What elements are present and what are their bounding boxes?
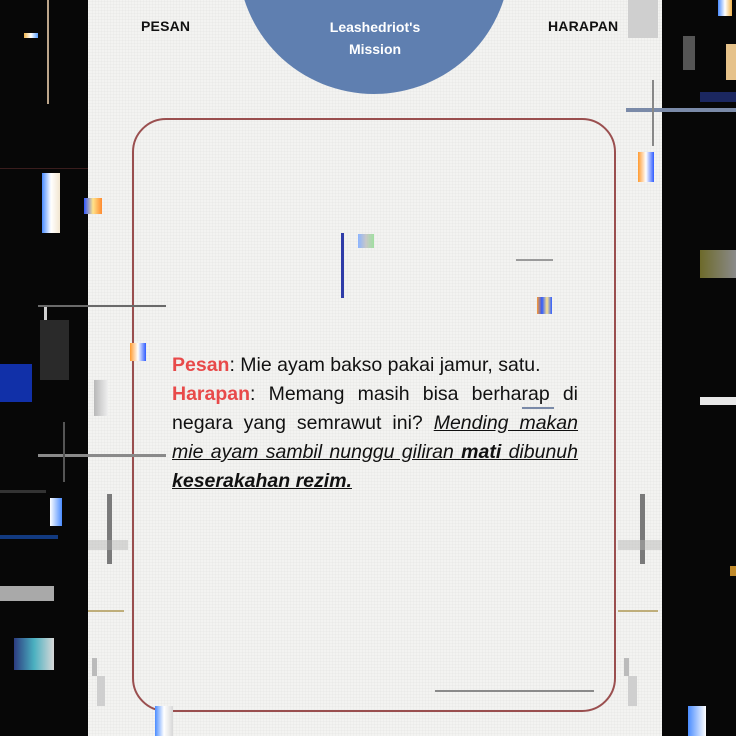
glitch-line bbox=[88, 610, 124, 612]
pesan-header: PESAN bbox=[141, 18, 191, 34]
glitch-line bbox=[0, 168, 88, 169]
glitch-block bbox=[358, 234, 374, 248]
glitch-block bbox=[50, 498, 62, 526]
glitch-block bbox=[0, 586, 54, 601]
glitch-line bbox=[38, 454, 166, 457]
glitch-block bbox=[88, 540, 128, 550]
glitch-block bbox=[700, 250, 736, 278]
glitch-line bbox=[640, 494, 645, 564]
mission-title-line2: Mission bbox=[348, 41, 402, 57]
glitch-line bbox=[700, 397, 736, 405]
glitch-block bbox=[42, 173, 60, 233]
glitch-block bbox=[718, 0, 732, 16]
glitch-line bbox=[341, 233, 344, 298]
glitch-block bbox=[0, 364, 32, 402]
glitch-block bbox=[683, 36, 695, 70]
glitch-block bbox=[24, 33, 38, 38]
bold-italic-part-2: keserakahan rezim. bbox=[172, 470, 352, 492]
glitch-line bbox=[652, 80, 654, 146]
glitch-line bbox=[47, 0, 49, 104]
glitch-block bbox=[92, 658, 97, 676]
glitch-line bbox=[0, 535, 58, 539]
harapan-text: : Memang masih bisa berharap di negara yang semrawut ini? bbox=[172, 383, 578, 434]
harapan-header: HARAPAN bbox=[548, 18, 619, 34]
mission-title bbox=[300, 16, 450, 60]
glitch-block bbox=[638, 152, 654, 182]
glitch-block bbox=[628, 0, 658, 38]
glitch-block bbox=[700, 92, 736, 102]
glitch-block bbox=[628, 676, 637, 706]
glitch-line bbox=[626, 108, 736, 112]
harapan-label: Harapan bbox=[172, 383, 251, 405]
glitch-line bbox=[618, 610, 658, 612]
glitch-block bbox=[155, 706, 173, 736]
glitch-block bbox=[726, 44, 736, 80]
glitch-line bbox=[516, 259, 553, 261]
glitch-block bbox=[84, 198, 102, 214]
glitch-line bbox=[107, 494, 112, 564]
glitch-block bbox=[618, 540, 662, 550]
glitch-line bbox=[0, 490, 46, 493]
italic-part-1: Mending makan mie ayam sambil nunggu giliran bbox=[172, 412, 578, 463]
glitch-line bbox=[63, 422, 65, 482]
glitch-block bbox=[688, 706, 706, 736]
glitch-block bbox=[14, 638, 54, 670]
glitch-line bbox=[435, 690, 594, 692]
bold-italic-part-1: mati bbox=[461, 441, 502, 463]
glitch-block bbox=[730, 566, 736, 576]
glitch-line bbox=[38, 305, 166, 307]
glitch-block bbox=[97, 676, 105, 706]
italic-part-2: dibunuh bbox=[501, 441, 578, 463]
glitch-block bbox=[94, 380, 108, 416]
glitch-block bbox=[130, 343, 146, 361]
glitch-block bbox=[537, 297, 552, 314]
pesan-label: Pesan bbox=[172, 354, 230, 376]
glitch-block bbox=[624, 658, 629, 676]
message-text bbox=[172, 351, 578, 496]
glitch-block bbox=[40, 320, 69, 380]
mission-title-line1: Leashedriot's bbox=[329, 19, 421, 35]
glitch-line bbox=[522, 407, 554, 409]
pesan-text: : Mie ayam bakso pakai jamur, satu. bbox=[229, 354, 541, 376]
